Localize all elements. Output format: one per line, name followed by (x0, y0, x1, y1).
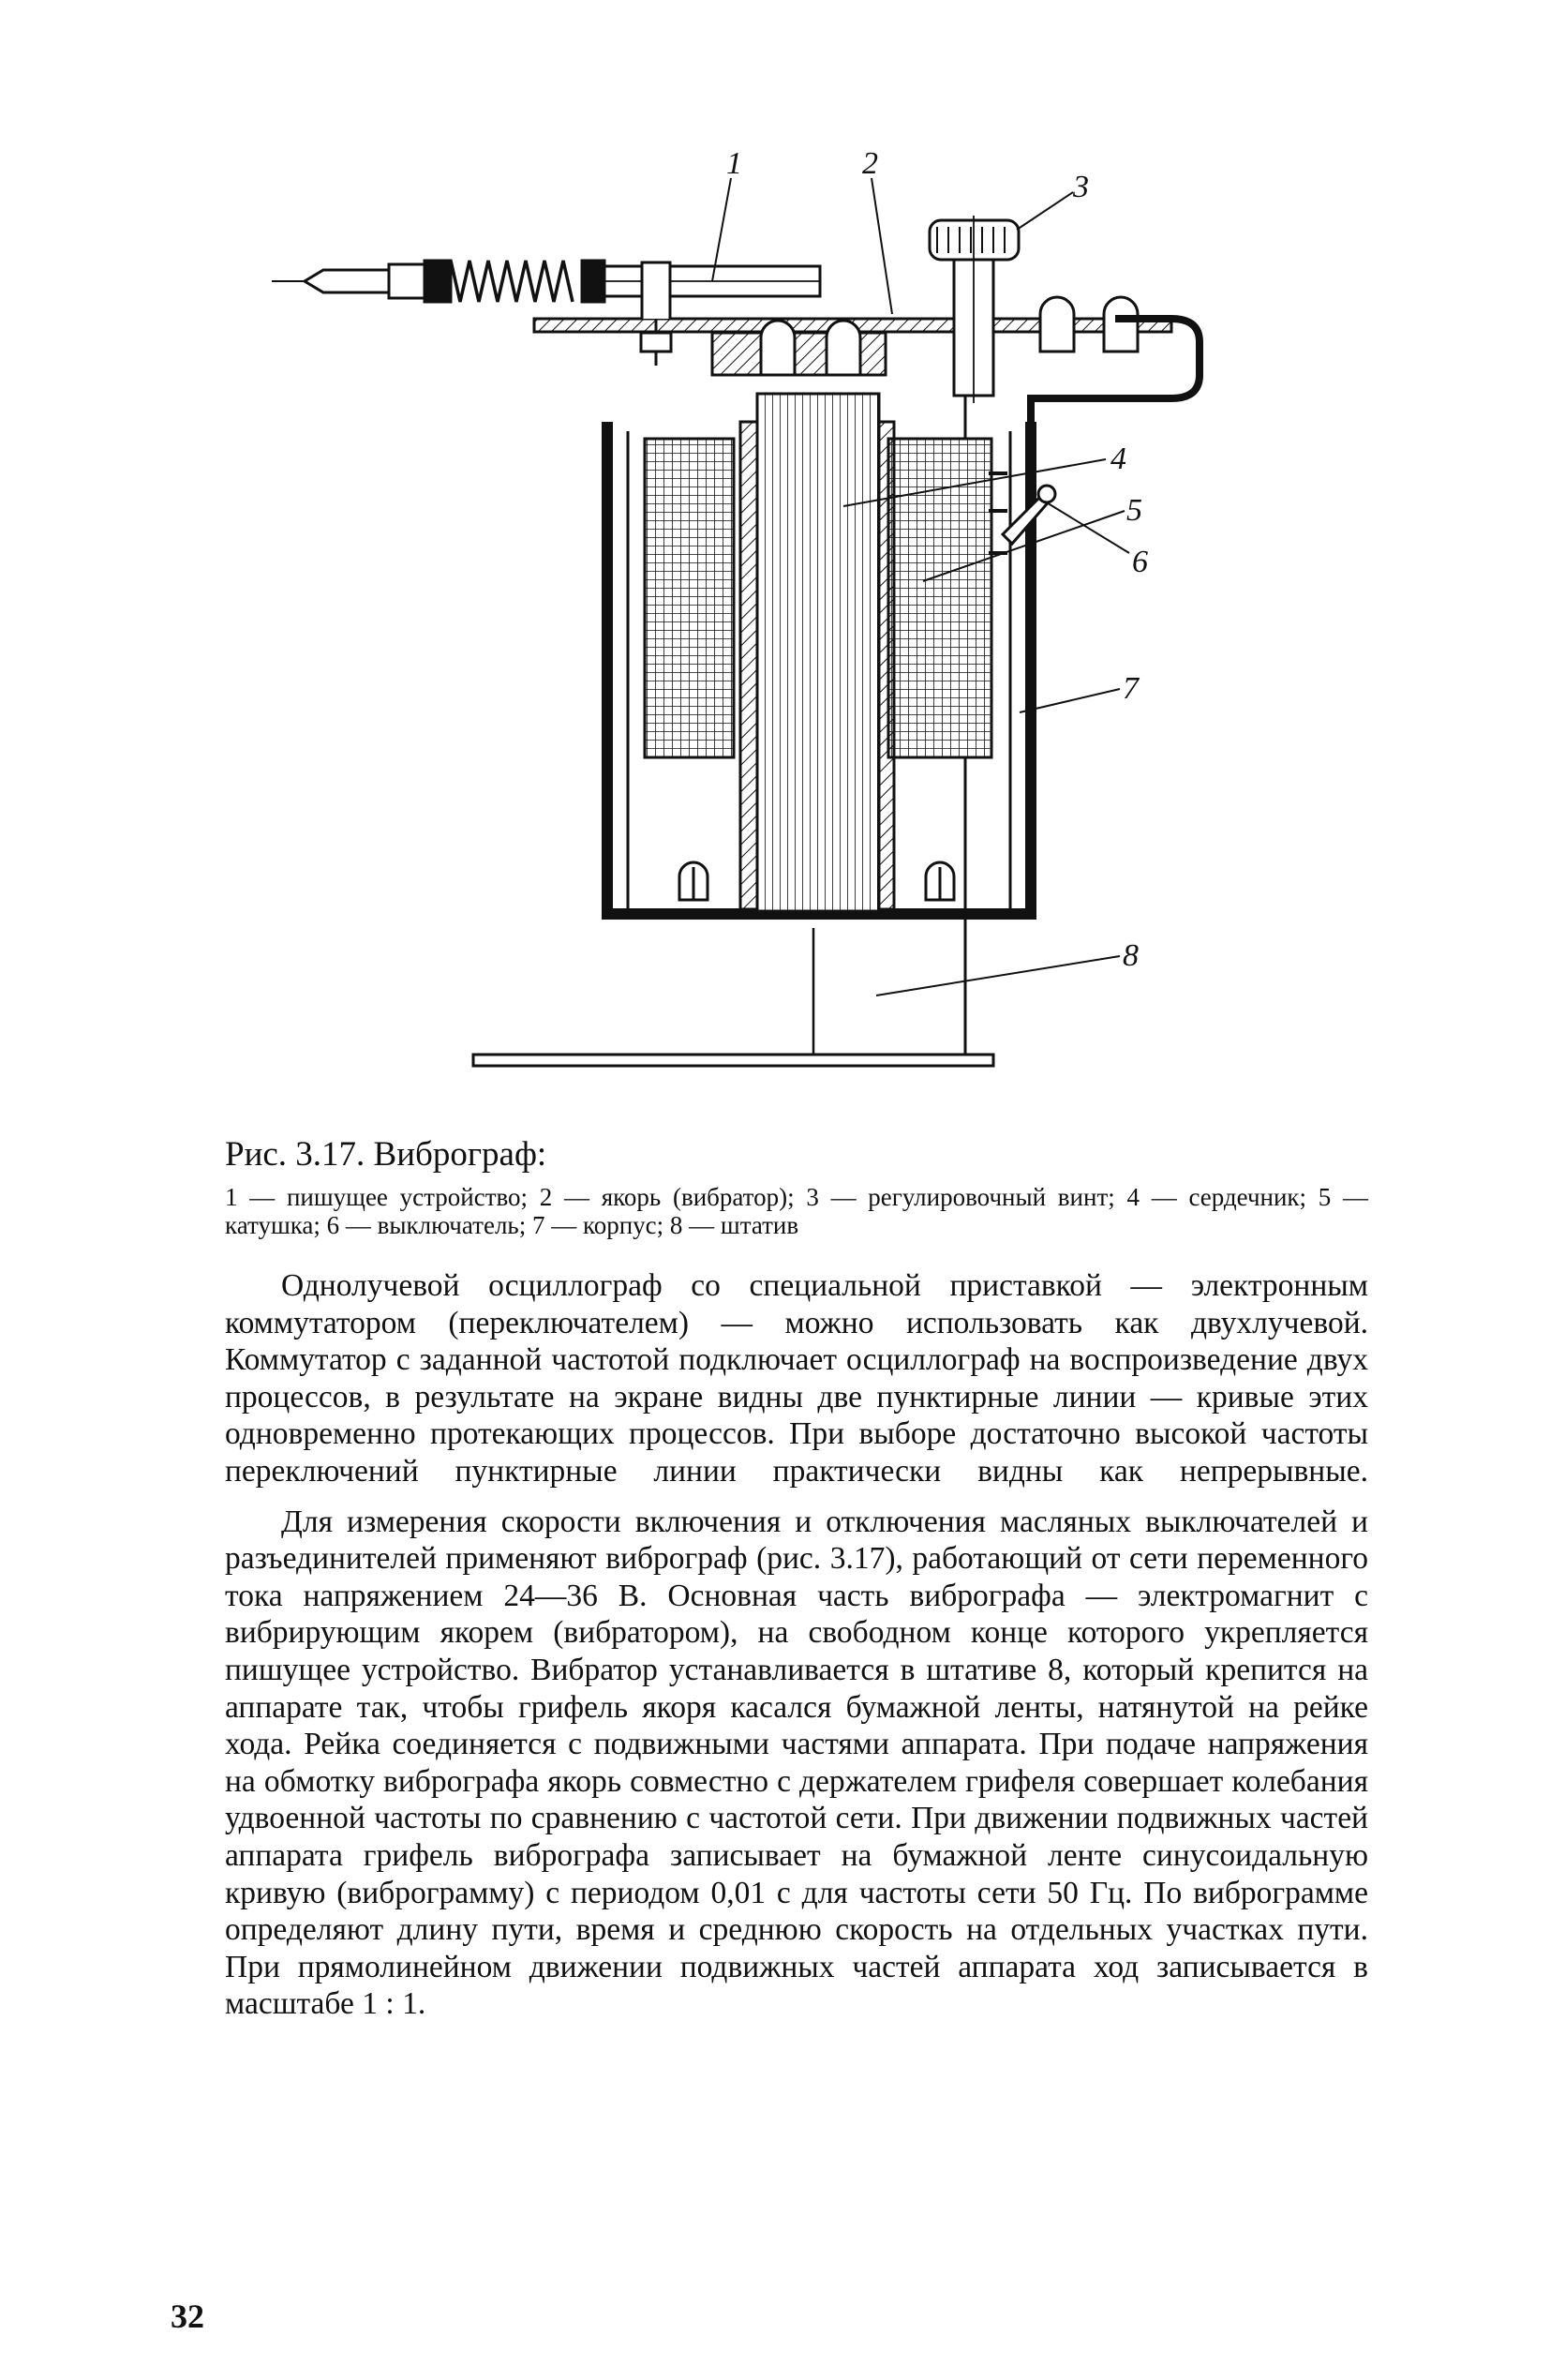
label-6: 6 (1132, 545, 1148, 579)
figure-legend: 1 — пишущее устройство; 2 — якорь (вибратор); 3 — регулировочный винт; 4 — сердечник; 5 — катушка; 6 — выключатель; 7 — корпус; 8 — штатив (225, 1183, 1368, 1239)
base-plate (473, 1055, 993, 1066)
label-3: 3 (1073, 170, 1089, 204)
figure-caption-title: Рис. 3.17. Виброграф: (225, 1135, 547, 1174)
coil-right (888, 439, 991, 757)
label-1: 1 (726, 146, 742, 181)
paragraph-vibrograph: Для измерения скорости включения и отключения масляных выключателей и разъединителей применяют виброграф (рис. 3.17), работающий от сети переменного тока напряжением 24—36 В. Основная часть вибрографа — электромагнит с вибрирующим якорем (вибратором), на свободном конце которого укрепляется пишущее устройство. Вибратор устанавливается в штативе 8, который крепится на аппарате так, чтобы грифель якоря касался бумажной ленты, натянутой на рейке хода. Рейка соединяется с подвижными частями аппарата. При подаче напряжения на обмотку вибрографа якорь совместно с держателем грифеля совершает колебания удвоенной частоты по сравнению с частотой сети. При движении подвижных частей аппарата грифель вибрографа записывает на бумажной ленте синусоидальную кривую (виброграмму) с периодом 0,01 с для частоты сети 50 Гц. По виброграмме определяют длину пути, время и среднюю скорость на отдельных участках пути. При прямолинейном движении подвижных частей аппарата ход записывается в масштабе 1 : 1. (225, 1504, 1368, 2022)
label-4: 4 (1110, 442, 1126, 476)
label-2: 2 (862, 146, 878, 181)
label-7: 7 (1123, 671, 1139, 706)
vibrograph-drawing (225, 141, 1274, 1087)
vibrograph-figure (225, 141, 1274, 1087)
paragraph-oscillograph: Однолучевой осциллограф со специальной приставкой — электронным коммутатором (переключателем) — можно использовать как двухлучевой. Коммутатор с заданной частотой подключает осциллограф на воспроизведение двух процессов, в результате на экране видны две пунктирные линии — кривые этих одновременно протекающих процессов. При выборе достаточно высокой частоты переключений пунктирные линии практически видны как непрерывные. (225, 1268, 1368, 1489)
body-text (225, 1267, 1368, 2023)
core (757, 394, 879, 911)
coil-left (645, 439, 734, 757)
label-5: 5 (1126, 493, 1142, 528)
label-8: 8 (1123, 938, 1139, 973)
page-number: 32 (171, 2298, 204, 2335)
